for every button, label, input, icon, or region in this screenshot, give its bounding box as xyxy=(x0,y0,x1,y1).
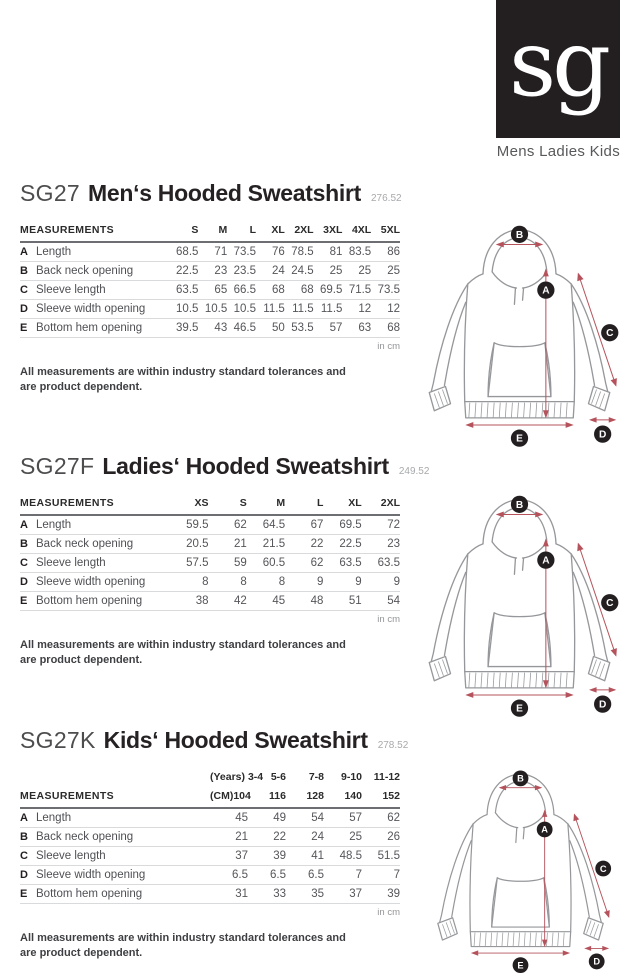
measurement-value: 11.5 xyxy=(314,300,343,319)
measurement-value: 6.5 xyxy=(210,866,248,885)
measurement-value: 11.5 xyxy=(285,300,314,319)
measurement-value: 57 xyxy=(314,319,343,338)
size-column-header: XL xyxy=(323,495,361,515)
row-key: A xyxy=(20,808,36,828)
measurement-value: 8 xyxy=(170,573,208,592)
measurement-label: Length xyxy=(36,808,210,828)
hoodie-diagram-svg xyxy=(422,757,619,977)
measurement-value: 59.5 xyxy=(170,515,208,535)
product-name: Men‘s Hooded Sweatshirt xyxy=(88,180,361,206)
hoodie-diagram xyxy=(422,757,619,977)
measurement-value: 76 xyxy=(256,242,285,262)
table-row xyxy=(20,885,400,904)
measurement-value: 78.5 xyxy=(285,242,314,262)
measurement-value: 10.5 xyxy=(198,300,227,319)
measurement-value: 39 xyxy=(248,847,286,866)
size-column-header: S xyxy=(170,222,199,242)
product-name: Ladies‘ Hooded Sweatshirt xyxy=(102,453,389,479)
size-column-header: 5XL xyxy=(371,222,400,242)
style-number: 278.52 xyxy=(377,740,409,751)
table-row xyxy=(20,847,400,866)
measurement-value: 22 xyxy=(248,828,286,847)
measurement-value: 10.5 xyxy=(170,300,199,319)
measurements-header: MEASUREMENTS xyxy=(20,222,170,242)
measurement-value: 21 xyxy=(210,828,248,847)
svg-text:A: A xyxy=(542,555,550,567)
row-key: E xyxy=(20,319,36,338)
measurement-label: Length xyxy=(36,515,170,535)
measurement-value: 46.5 xyxy=(227,319,256,338)
table-row xyxy=(20,281,400,300)
unit-note: in cm xyxy=(377,341,400,352)
table-row xyxy=(20,828,400,847)
measurement-value: 48.5 xyxy=(324,847,362,866)
size-column-header: 116 xyxy=(248,788,286,808)
svg-text:B: B xyxy=(517,773,524,784)
size-column-header: L xyxy=(227,222,256,242)
size-column-header: XL xyxy=(256,222,285,242)
measurement-value: 86 xyxy=(371,242,400,262)
measurement-value: 7 xyxy=(362,866,400,885)
header-row xyxy=(20,769,400,788)
size-column-header: 9-10 xyxy=(340,771,362,783)
size-column-header: 3XL xyxy=(314,222,343,242)
measurement-value: 81 xyxy=(314,242,343,262)
size-column-header: 140 xyxy=(324,788,362,808)
svg-text:D: D xyxy=(593,956,601,967)
brand-logo-text: sg xyxy=(508,10,608,117)
svg-text:C: C xyxy=(599,863,607,874)
section-mens xyxy=(20,180,420,395)
measurement-value: 22 xyxy=(285,535,323,554)
hoodie-diagram xyxy=(412,211,627,451)
measurement-value: 59 xyxy=(209,554,247,573)
row-key: D xyxy=(20,573,36,592)
measurement-value: 11.5 xyxy=(256,300,285,319)
measurement-value: 42 xyxy=(209,592,247,611)
measurement-value: 57.5 xyxy=(170,554,208,573)
row-key: B xyxy=(20,535,36,554)
measurement-value: 62 xyxy=(209,515,247,535)
measurement-value: 71.5 xyxy=(342,281,371,300)
measurement-value: 8 xyxy=(247,573,285,592)
size-table xyxy=(20,769,400,904)
row-key: A xyxy=(20,242,36,262)
measurement-label: Sleeve length xyxy=(36,554,170,573)
measurement-value: 39.5 xyxy=(170,319,199,338)
section-title xyxy=(20,180,420,207)
size-column-header: 4XL xyxy=(342,222,371,242)
measurement-value: 37 xyxy=(210,847,248,866)
measurement-label: Sleeve length xyxy=(36,281,170,300)
measurement-value: 63.5 xyxy=(362,554,400,573)
table-row xyxy=(20,515,400,535)
measurement-label: Sleeve width opening xyxy=(36,866,210,885)
size-table-wrap xyxy=(20,495,420,611)
measurement-value: 21.5 xyxy=(247,535,285,554)
measurement-value: 31 xyxy=(210,885,248,904)
svg-text:D: D xyxy=(599,429,607,441)
brand-logo xyxy=(496,0,620,138)
measurement-value: 25 xyxy=(342,262,371,281)
diagram-label-badges xyxy=(511,226,618,447)
measurement-value: 12 xyxy=(371,300,400,319)
table-row xyxy=(20,300,400,319)
measurement-value: 45 xyxy=(210,808,248,828)
measurement-label: Bottom hem opening xyxy=(36,319,170,338)
measurements-header: MEASUREMENTS xyxy=(20,788,210,808)
measurement-value: 62 xyxy=(285,554,323,573)
measurement-value: 23.5 xyxy=(227,262,256,281)
hoodie-diagram-svg xyxy=(412,211,627,451)
measurement-label: Sleeve width opening xyxy=(36,573,170,592)
svg-text:E: E xyxy=(516,433,523,445)
product-code: SG27F xyxy=(20,453,95,479)
measurement-value: 49 xyxy=(248,808,286,828)
measurement-value: 73.5 xyxy=(227,242,256,262)
table-row xyxy=(20,554,400,573)
measurement-value: 9 xyxy=(285,573,323,592)
size-column-header: 128 xyxy=(286,788,324,808)
svg-text:B: B xyxy=(515,229,524,241)
measurement-value: 65 xyxy=(198,281,227,300)
measurement-value: 26 xyxy=(362,828,400,847)
measurement-value: 68 xyxy=(285,281,314,300)
header-row xyxy=(20,222,400,242)
size-column-header: M xyxy=(247,495,285,515)
row-key: C xyxy=(20,281,36,300)
measurement-label: Length xyxy=(36,242,170,262)
diagram-label-badges xyxy=(513,770,611,973)
measurement-value: 54 xyxy=(286,808,324,828)
table-row xyxy=(20,535,400,554)
measurement-value: 69.5 xyxy=(323,515,361,535)
measurement-value: 69.5 xyxy=(314,281,343,300)
size-column-header: 152 xyxy=(362,788,400,808)
row-key: B xyxy=(20,262,36,281)
svg-text:E: E xyxy=(517,960,524,971)
svg-text:C: C xyxy=(606,328,614,340)
measurement-value: 48 xyxy=(285,592,323,611)
measurement-value: 43 xyxy=(198,319,227,338)
size-column-header: XS xyxy=(170,495,208,515)
size-column-header: 5-6 xyxy=(270,771,286,783)
measurement-value: 7 xyxy=(324,866,362,885)
tolerance-footnote: All measurements are within industry standard tolerances and are product dependent. xyxy=(20,639,346,666)
size-column-header: 2XL xyxy=(285,222,314,242)
style-number: 249.52 xyxy=(398,466,430,477)
size-table xyxy=(20,222,400,338)
measurement-label: Back neck opening xyxy=(36,535,170,554)
tolerance-footnote: All measurements are within industry standard tolerances and are product dependent. xyxy=(20,932,346,959)
measurement-value: 63 xyxy=(342,319,371,338)
measurement-value: 41 xyxy=(286,847,324,866)
table-row xyxy=(20,262,400,281)
svg-text:E: E xyxy=(516,703,523,715)
size-column-header: M xyxy=(198,222,227,242)
measurement-value: 9 xyxy=(323,573,361,592)
brand-tagline: Mens Ladies Kids xyxy=(496,143,620,160)
row-key: D xyxy=(20,300,36,319)
section-title xyxy=(20,453,430,480)
measurement-value: 33 xyxy=(248,885,286,904)
style-number: 276.52 xyxy=(371,193,402,204)
row-key: E xyxy=(20,885,36,904)
svg-text:A: A xyxy=(542,285,550,297)
size-column-header: L xyxy=(285,495,323,515)
measurement-value: 25 xyxy=(371,262,400,281)
measurement-value: 37 xyxy=(324,885,362,904)
row-key: A xyxy=(20,515,36,535)
measurement-label: Back neck opening xyxy=(36,828,210,847)
size-table xyxy=(20,495,400,611)
table-row xyxy=(20,573,400,592)
measurement-value: 8 xyxy=(209,573,247,592)
size-column-header: (Years) 3-4 xyxy=(210,771,264,783)
product-code: SG27 xyxy=(20,180,81,206)
measurement-value: 51 xyxy=(323,592,361,611)
unit-note: in cm xyxy=(377,907,400,918)
measurement-value: 53.5 xyxy=(285,319,314,338)
measurement-value: 51.5 xyxy=(362,847,400,866)
header-row xyxy=(20,495,400,515)
measurement-value: 83.5 xyxy=(342,242,371,262)
measurement-value: 23 xyxy=(362,535,400,554)
measurement-value: 50 xyxy=(256,319,285,338)
size-column-header: 2XL xyxy=(362,495,400,515)
measurement-label: Sleeve width opening xyxy=(36,300,170,319)
row-key: B xyxy=(20,828,36,847)
measurement-value: 63.5 xyxy=(170,281,199,300)
measurement-value: 71 xyxy=(198,242,227,262)
measurements-header: MEASUREMENTS xyxy=(20,495,170,515)
table-row xyxy=(20,592,400,611)
svg-text:C: C xyxy=(606,598,614,610)
measurement-value: 12 xyxy=(342,300,371,319)
measurement-value: 67 xyxy=(285,515,323,535)
measurement-label: Sleeve length xyxy=(36,847,210,866)
measurement-value: 22.5 xyxy=(323,535,361,554)
size-column-header: 11-12 xyxy=(373,771,400,783)
size-column-header: 7-8 xyxy=(308,771,324,783)
svg-text:D: D xyxy=(599,699,607,711)
measurement-value: 39 xyxy=(362,885,400,904)
header-row xyxy=(20,788,400,808)
size-column-header: (CM)104 xyxy=(210,788,248,808)
diagram-label-badges xyxy=(511,496,618,717)
measurement-value: 38 xyxy=(170,592,208,611)
size-table-wrap xyxy=(20,222,420,338)
measurement-value: 62 xyxy=(362,808,400,828)
measurement-value: 68.5 xyxy=(170,242,199,262)
hoodie-diagram xyxy=(412,481,627,721)
measurement-value: 60.5 xyxy=(247,554,285,573)
measurement-value: 35 xyxy=(286,885,324,904)
row-key: D xyxy=(20,866,36,885)
measurement-value: 68 xyxy=(371,319,400,338)
measurement-value: 23 xyxy=(198,262,227,281)
product-name: Kids‘ Hooded Sweatshirt xyxy=(103,727,368,753)
measurement-label: Bottom hem opening xyxy=(36,885,210,904)
size-table-wrap xyxy=(20,769,420,904)
product-code: SG27K xyxy=(20,727,96,753)
tolerance-footnote: All measurements are within industry standard tolerances and are product dependent. xyxy=(20,366,346,393)
table-row xyxy=(20,808,400,828)
measurement-value: 64.5 xyxy=(247,515,285,535)
hoodie-diagram-svg xyxy=(412,481,627,721)
measurement-value: 54 xyxy=(362,592,400,611)
measurement-value: 66.5 xyxy=(227,281,256,300)
measurement-value: 21 xyxy=(209,535,247,554)
measurement-value: 72 xyxy=(362,515,400,535)
measurement-value: 6.5 xyxy=(248,866,286,885)
svg-text:B: B xyxy=(515,499,524,511)
measurement-label: Back neck opening xyxy=(36,262,170,281)
measurement-value: 24.5 xyxy=(285,262,314,281)
measurement-value: 10.5 xyxy=(227,300,256,319)
measurement-value: 6.5 xyxy=(286,866,324,885)
row-key: C xyxy=(20,554,36,573)
measurement-value: 63.5 xyxy=(323,554,361,573)
section-kids xyxy=(20,727,420,961)
measurement-value: 57 xyxy=(324,808,362,828)
table-row xyxy=(20,319,400,338)
measurement-label: Bottom hem opening xyxy=(36,592,170,611)
section-ladies xyxy=(20,453,430,668)
table-row xyxy=(20,242,400,262)
unit-note: in cm xyxy=(377,614,400,625)
measurement-value: 24 xyxy=(256,262,285,281)
row-key: E xyxy=(20,592,36,611)
measurements-header xyxy=(20,769,210,788)
measurement-value: 24 xyxy=(286,828,324,847)
section-title xyxy=(20,727,420,754)
measurement-value: 22.5 xyxy=(170,262,199,281)
table-row xyxy=(20,866,400,885)
svg-text:A: A xyxy=(541,824,549,835)
measurement-value: 20.5 xyxy=(170,535,208,554)
measurement-value: 68 xyxy=(256,281,285,300)
measurement-value: 25 xyxy=(324,828,362,847)
measurement-value: 25 xyxy=(314,262,343,281)
measurement-value: 45 xyxy=(247,592,285,611)
measurement-value: 9 xyxy=(362,573,400,592)
measurement-value: 73.5 xyxy=(371,281,400,300)
size-column-header: S xyxy=(209,495,247,515)
row-key: C xyxy=(20,847,36,866)
